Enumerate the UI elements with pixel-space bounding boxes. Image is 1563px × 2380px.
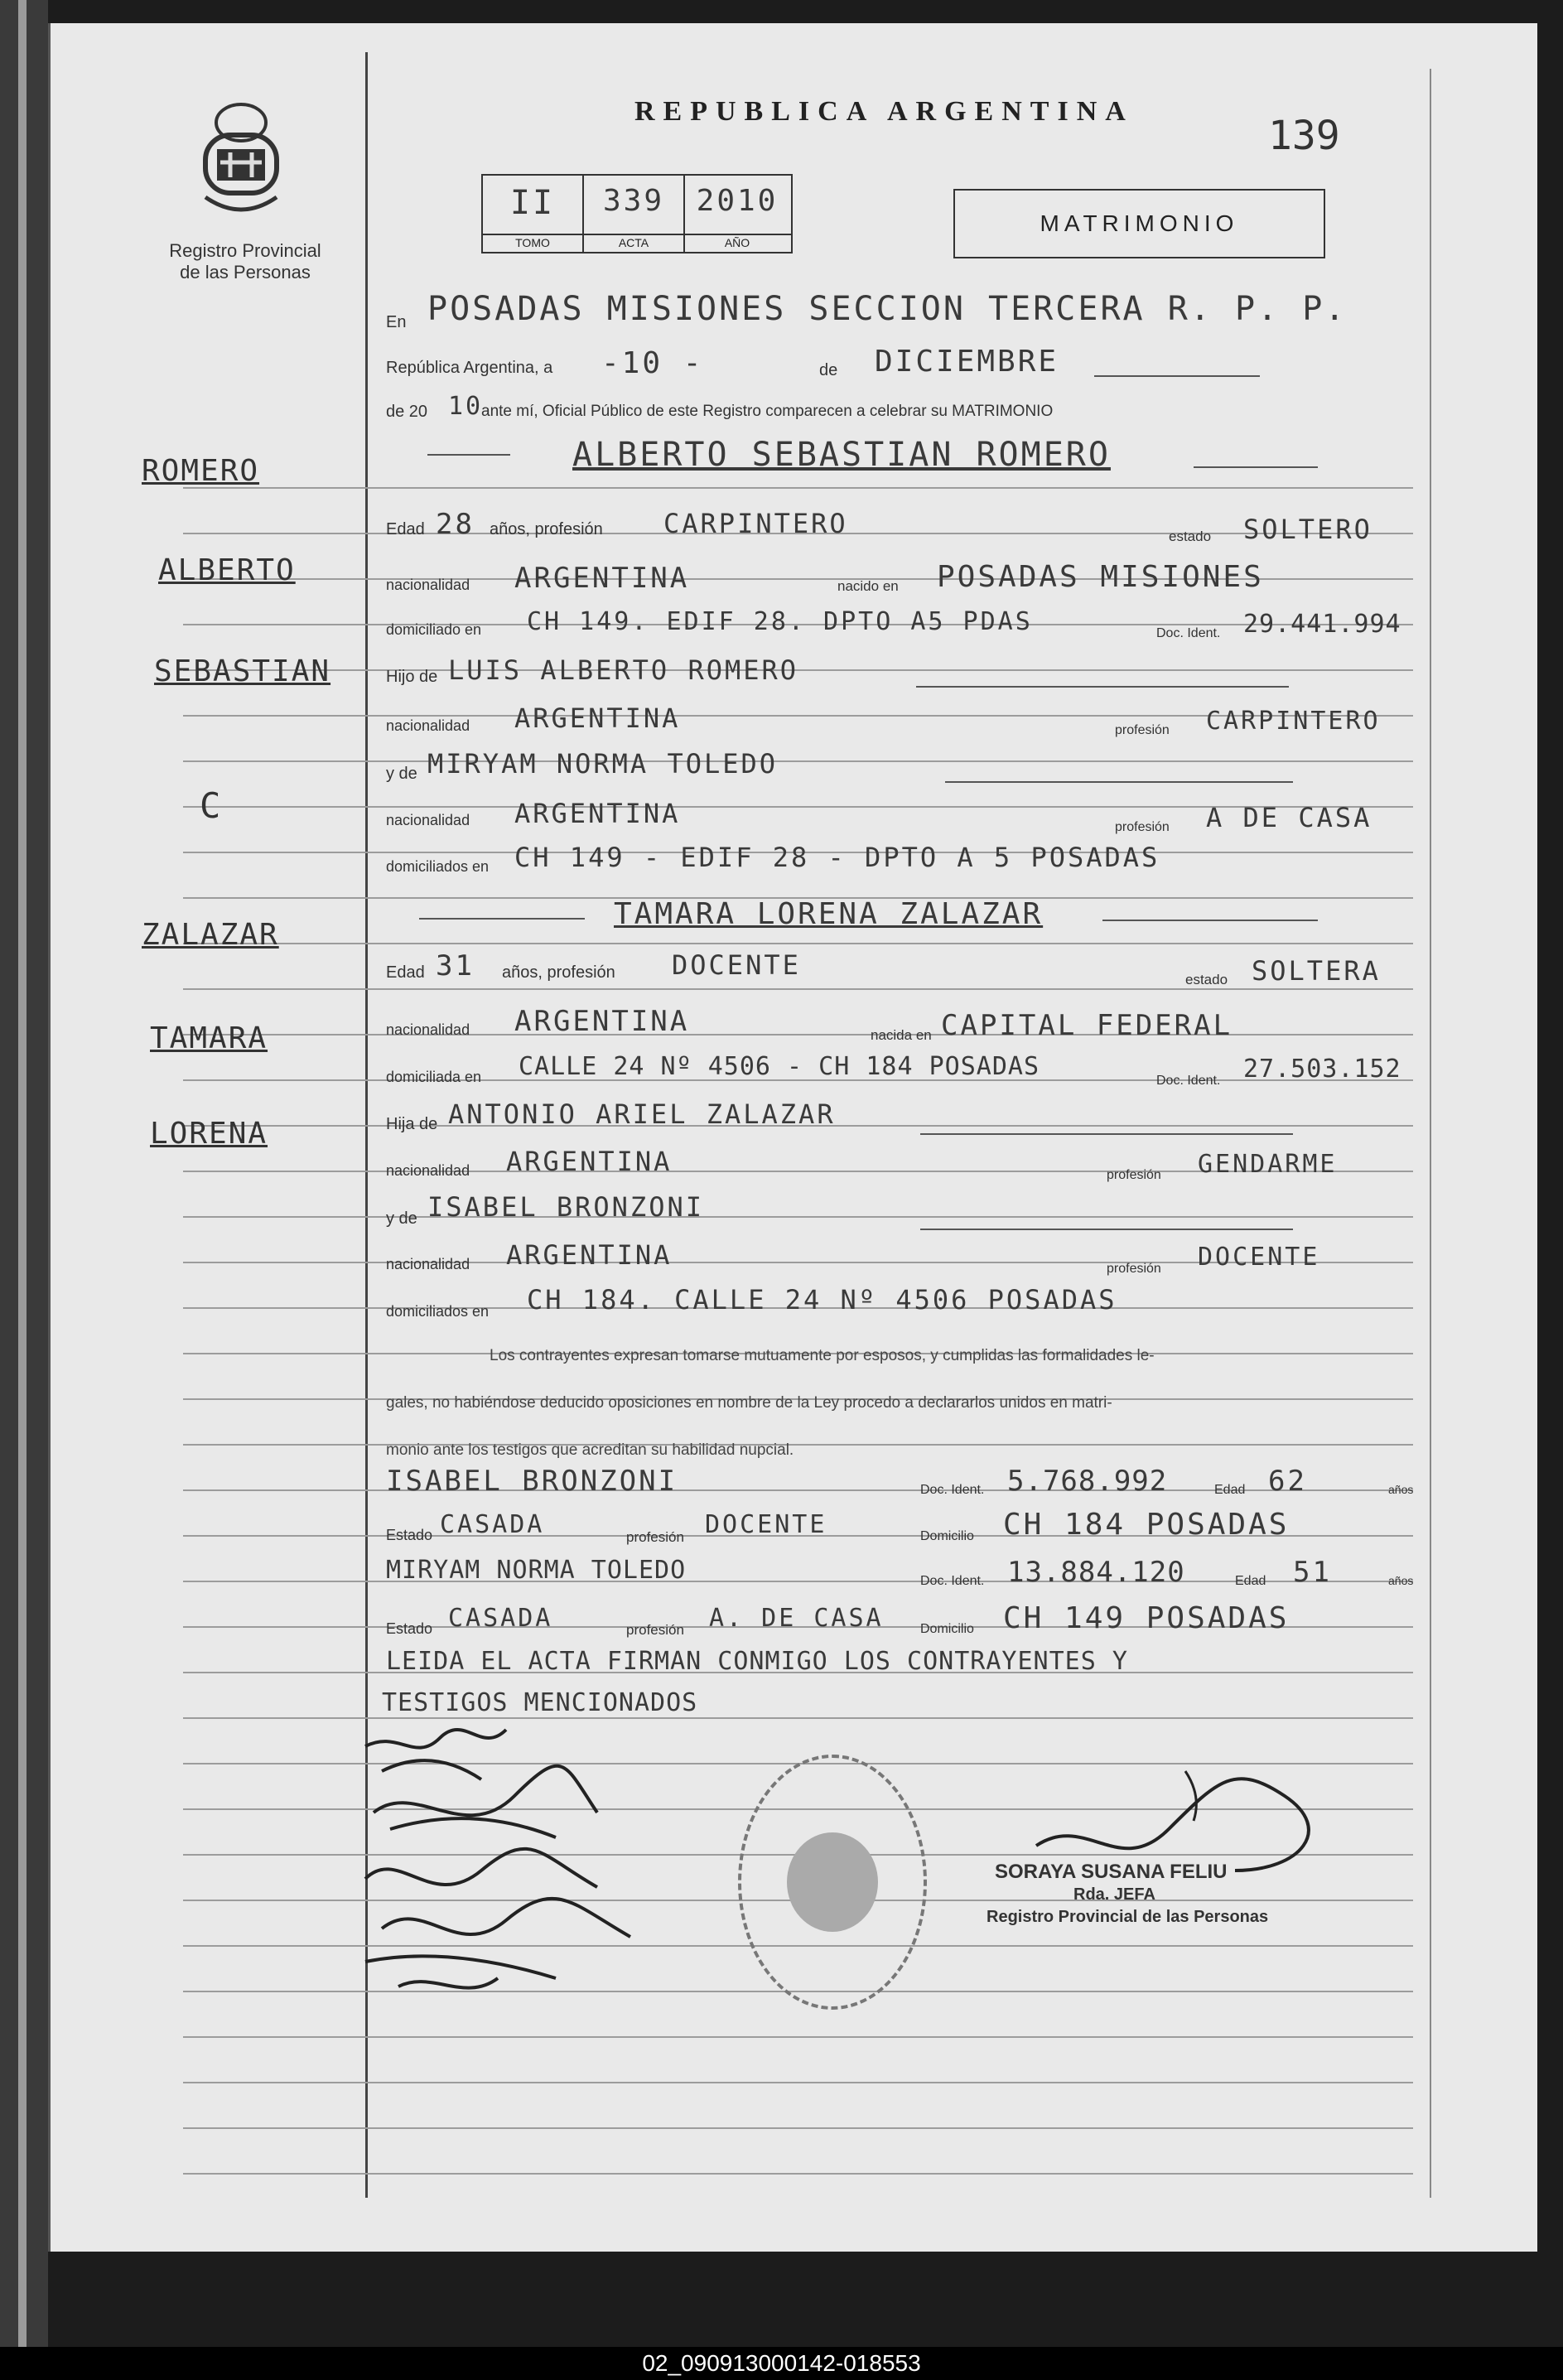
ruled-line xyxy=(183,988,1413,990)
groom-father-prof-label: profesión xyxy=(1115,723,1170,737)
signatures-graphic xyxy=(349,1713,746,2028)
witness1-edad: 62 xyxy=(1268,1465,1307,1498)
bride-father: ANTONIO ARIEL ZALAZAR xyxy=(448,1098,836,1130)
ruled-line xyxy=(183,2127,1413,2129)
witness2-doc: 13.884.120 xyxy=(1007,1556,1185,1589)
bride-father-prof-label: profesión xyxy=(1107,1168,1161,1182)
ruled-line xyxy=(183,2036,1413,2038)
right-border xyxy=(1430,69,1431,2198)
tomo-value: II xyxy=(509,184,556,222)
witness1-profesion-label: profesión xyxy=(626,1529,684,1545)
groom-mother-nac: ARGENTINA xyxy=(514,798,681,829)
year-suffix: 10 xyxy=(448,392,484,421)
ano-label: AÑO xyxy=(724,236,750,249)
bride-nacionalidad-label: nacionalidad xyxy=(386,1021,470,1038)
groom-domicilio: CH 149. EDIF 28. DPTO A5 PDAS xyxy=(527,607,1033,636)
bride-domicilio-label: domiciliada en xyxy=(386,1069,482,1085)
groom-mother: MIRYAM NORMA TOLEDO xyxy=(427,748,779,780)
official-name: SORAYA SUSANA FELIU xyxy=(995,1861,1228,1883)
groom-edad-label: Edad xyxy=(386,520,425,538)
bride-estado-label: estado xyxy=(1185,972,1228,987)
witness2-estado-label: Estado xyxy=(386,1620,433,1637)
bride-mother-prof: DOCENTE xyxy=(1198,1243,1320,1272)
emblem-icon xyxy=(187,98,295,222)
official-title: Rda. JEFA xyxy=(1073,1885,1155,1904)
bride-domicilio: CALLE 24 Nº 4506 - CH 184 POSADAS xyxy=(519,1052,1040,1081)
bride-mother-nac: ARGENTINA xyxy=(506,1239,673,1271)
groom-father-nac-label: nacionalidad xyxy=(386,717,470,734)
groom-nacionalidad: ARGENTINA xyxy=(514,562,690,595)
book-binding xyxy=(0,0,48,2380)
groom-profesion-label: años, profesión xyxy=(490,520,603,538)
bride-edad-label: Edad xyxy=(386,963,425,982)
bride-parents-dom: CH 184. CALLE 24 Nº 4506 POSADAS xyxy=(527,1284,1117,1316)
margin-name-bride-2: LORENA xyxy=(150,1117,268,1151)
page-number: 139 xyxy=(1268,113,1340,159)
witness1-profesion: DOCENTE xyxy=(705,1510,827,1539)
witness2-anos-label: años xyxy=(1388,1574,1414,1587)
ruled-line xyxy=(183,943,1413,944)
de-label: de xyxy=(819,361,838,379)
witness1-doc: 5.768.992 xyxy=(1007,1465,1168,1498)
bride-profesion-label: años, profesión xyxy=(502,963,615,982)
margin-conjunction: C xyxy=(200,785,223,826)
ruled-line xyxy=(183,2173,1413,2175)
witness1-domicilio-label: Domicilio xyxy=(920,1529,974,1543)
document-code: 02_090913000142-018553 xyxy=(0,2347,1563,2380)
margin-name-bride-1: TAMARA xyxy=(150,1021,268,1055)
witness2-profesion: A. DE CASA xyxy=(709,1604,884,1633)
bride-nacido-label: nacida en xyxy=(871,1027,932,1043)
groom-estado: SOLTERO xyxy=(1243,514,1372,545)
bride-nacionalidad: ARGENTINA xyxy=(514,1005,690,1038)
witness2-edad-label: Edad xyxy=(1235,1574,1266,1588)
witness1-estado-label: Estado xyxy=(386,1527,433,1543)
groom-parents-dom: CH 149 - EDIF 28 - DPTO A 5 POSADAS xyxy=(514,842,1160,873)
witness1-estado: CASADA xyxy=(440,1510,545,1539)
witness2-domicilio: CH 149 POSADAS xyxy=(1003,1601,1290,1635)
witness2-estado: CASADA xyxy=(448,1604,553,1633)
ruled-line xyxy=(183,2082,1413,2083)
declaration-line1: Los contrayentes expresan tomarse mutuamente por esposos, y cumplidas las formalidades le- xyxy=(490,1347,1155,1364)
ruled-line xyxy=(183,1581,1413,1582)
bride-profesion: DOCENTE xyxy=(672,949,801,981)
groom-edad: 28 xyxy=(436,508,475,541)
witness2-name: MIRYAM NORMA TOLEDO xyxy=(386,1556,687,1585)
groom-father-nac: ARGENTINA xyxy=(514,702,681,734)
bride-mother-label: y de xyxy=(386,1209,417,1228)
certificate-page xyxy=(48,23,1537,2252)
declaration-line2: gales, no habiéndose deducido oposiciones en nombre de la Ley procedo a declararlos unidos en matri- xyxy=(386,1394,1112,1412)
margin-name-groom-1: ALBERTO xyxy=(158,553,296,587)
bride-doc: 27.503.152 xyxy=(1243,1055,1401,1084)
groom-father-label: Hijo de xyxy=(386,668,438,686)
closing-line1: LEIDA EL ACTA FIRMAN CONMIGO LOS CONTRAYENTES Y xyxy=(386,1647,1128,1676)
bride-mother: ISABEL BRONZONI xyxy=(427,1191,704,1223)
witness1-edad-label: Edad xyxy=(1214,1483,1246,1497)
closing-line2: TESTIGOS MENCIONADOS xyxy=(382,1688,698,1717)
ruled-line xyxy=(183,1444,1413,1446)
margin-name-groom-2: SEBASTIAN xyxy=(154,654,331,688)
registry-name-line1: Registro Provincial xyxy=(169,240,321,261)
witness1-domicilio: CH 184 POSADAS xyxy=(1003,1508,1290,1542)
official-seal xyxy=(738,1755,927,2010)
ruled-line xyxy=(183,487,1413,489)
groom-parents-dom-label: domiciliados en xyxy=(386,858,490,875)
bride-mother-nac-label: nacionalidad xyxy=(386,1256,470,1272)
groom-father-prof: CARPINTERO xyxy=(1206,707,1381,736)
groom-nacido: POSADAS MISIONES xyxy=(937,560,1264,594)
country-title: REPUBLICA ARGENTINA xyxy=(634,96,1134,127)
record-type-box xyxy=(953,189,1325,258)
groom-father: LUIS ALBERTO ROMERO xyxy=(448,654,799,686)
bride-estado: SOLTERA xyxy=(1252,955,1381,987)
ruled-line xyxy=(183,1216,1413,1218)
witness1-doc-label: Doc. Ident. xyxy=(920,1483,985,1497)
bride-father-nac-label: nacionalidad xyxy=(386,1162,470,1179)
groom-domicilio-label: domiciliado en xyxy=(386,621,482,638)
acta-value: 339 xyxy=(602,184,665,218)
record-type: MATRIMONIO xyxy=(1040,210,1239,236)
groom-doc: 29.441.994 xyxy=(1243,610,1401,639)
bride-name: TAMARA LORENA ZALAZAR xyxy=(614,897,1044,931)
intro-text: ante mí, Oficial Público de este Registro comparecen a celebrar su MATRIMONIO xyxy=(481,403,1054,420)
month-value: DICIEMBRE xyxy=(875,345,1059,379)
bride-doc-label: Doc. Ident. xyxy=(1156,1074,1221,1088)
groom-profesion: CARPINTERO xyxy=(663,508,848,539)
official-office: Registro Provincial de las Personas xyxy=(987,1908,1269,1926)
declaration-line3: monio ante los testigos que acreditan su habilidad nupcial. xyxy=(386,1441,794,1459)
groom-name: ALBERTO SEBASTIAN ROMERO xyxy=(572,436,1111,474)
witness2-doc-label: Doc. Ident. xyxy=(920,1574,985,1588)
witness1-anos-label: años xyxy=(1388,1483,1414,1496)
record-id-box xyxy=(481,174,793,253)
bride-father-nac: ARGENTINA xyxy=(506,1146,673,1177)
en-label: En xyxy=(386,313,407,331)
witness2-edad: 51 xyxy=(1293,1556,1332,1589)
ruled-line xyxy=(183,760,1413,762)
day-value: -10 - xyxy=(601,346,704,380)
margin-surname-bride: ZALAZAR xyxy=(142,918,279,952)
groom-mother-label: y de xyxy=(386,765,417,783)
bride-parents-dom-label: domiciliados en xyxy=(386,1303,490,1320)
tomo-label: TOMO xyxy=(515,236,550,249)
witness1-name: ISABEL BRONZONI xyxy=(386,1465,678,1498)
groom-doc-label: Doc. Ident. xyxy=(1156,626,1221,640)
groom-nacido-label: nacido en xyxy=(837,578,899,594)
groom-mother-prof: A DE CASA xyxy=(1206,802,1372,833)
bride-mother-prof-label: profesión xyxy=(1107,1262,1161,1276)
registry-name-line2: de las Personas xyxy=(180,262,311,282)
groom-mother-nac-label: nacionalidad xyxy=(386,812,470,828)
registry-emblem xyxy=(187,98,295,222)
bride-father-prof: GENDARME xyxy=(1198,1150,1338,1179)
witness2-profesion-label: profesión xyxy=(626,1622,684,1638)
bride-edad: 31 xyxy=(436,949,475,982)
groom-estado-label: estado xyxy=(1169,529,1212,544)
republica-label: República Argentina, a xyxy=(386,359,553,377)
groom-nacionalidad-label: nacionalidad xyxy=(386,577,470,593)
groom-mother-prof-label: profesión xyxy=(1115,820,1170,834)
bride-nacido: CAPITAL FEDERAL xyxy=(941,1009,1233,1042)
ano-value: 2010 xyxy=(696,184,779,218)
margin-surname-groom: ROMERO xyxy=(142,454,260,488)
year-prefix: de 20 xyxy=(386,403,428,421)
acta-label: ACTA xyxy=(618,236,649,249)
bride-father-label: Hija de xyxy=(386,1115,438,1133)
place-value: POSADAS MISIONES SECCION TERCERA R. P. P. xyxy=(427,290,1348,328)
witness2-domicilio-label: Domicilio xyxy=(920,1622,974,1636)
